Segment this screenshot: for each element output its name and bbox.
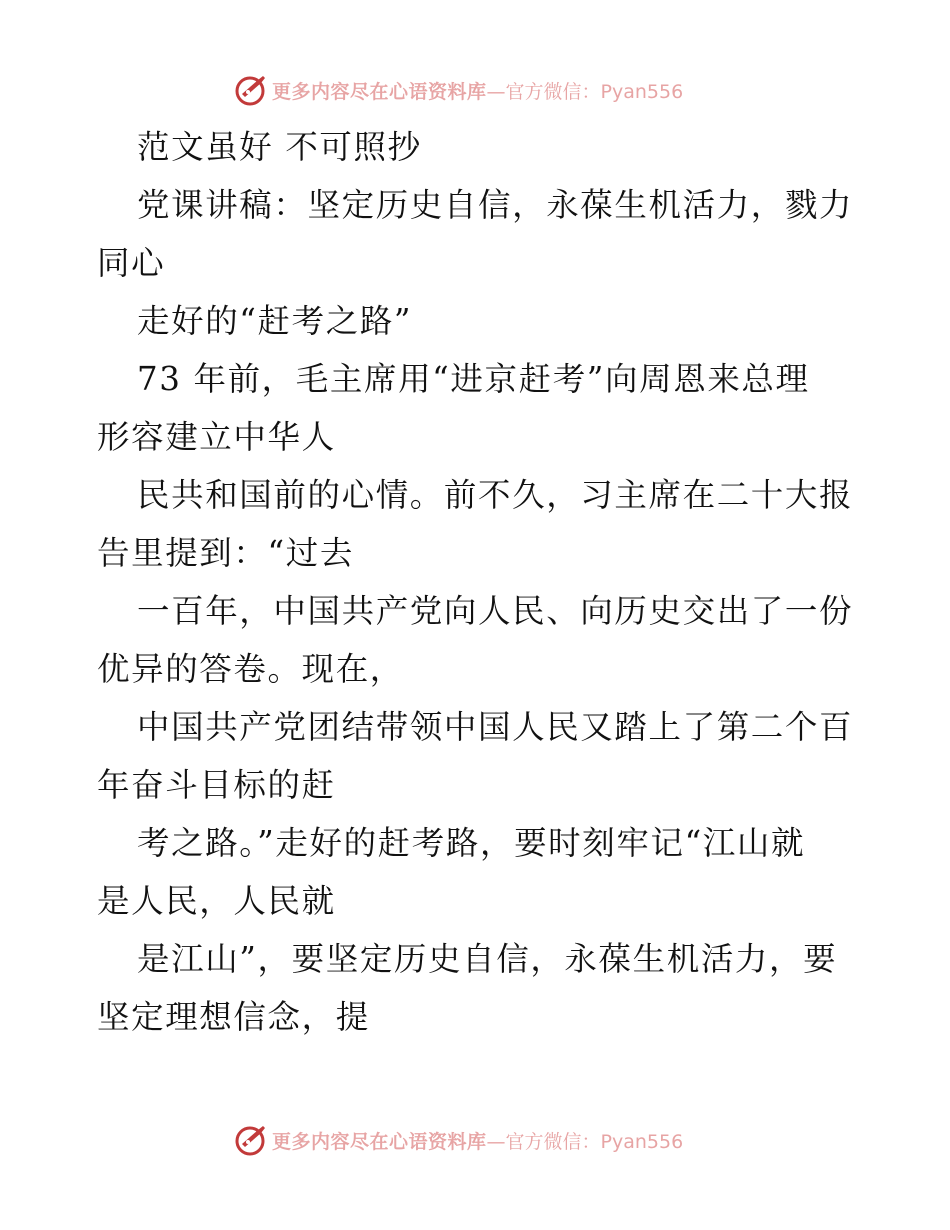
text-line: 一百年，中国共产党向人民、向历史交出了一份 — [137, 592, 854, 630]
banner-contact-text: —官方微信：Pyan556 — [486, 80, 684, 103]
text-line: 范文虽好 不可照抄 — [137, 128, 422, 166]
document-body — [97, 118, 857, 1046]
text-line: 是江山”，要坚定历史自信，永葆生机活力，要 — [137, 940, 838, 978]
text-line: 民共和国前的心情。前不久，习主席在二十大报 — [137, 476, 854, 514]
text-line: 73 年前，毛主席用“进京赶考”向周恩来总理 — [137, 360, 810, 398]
header-banner — [232, 70, 752, 110]
text-line: 中国共产党团结带领中国人民又踏上了第二个百 — [137, 708, 854, 746]
banner-brand-text: 更多内容尽在心语资料库 — [272, 1130, 487, 1153]
text-line: 告里提到：“过去 — [97, 534, 354, 572]
text-line: 走好的“赶考之路” — [137, 302, 413, 340]
text-line: 坚定理想信念，提 — [97, 998, 370, 1036]
pen-nib-seal-icon — [232, 72, 268, 108]
text-line: 是人民，人民就 — [97, 882, 336, 920]
text-line: 优异的答卷。现在， — [97, 650, 404, 688]
text-line: 年奋斗目标的赶 — [97, 766, 336, 804]
banner-contact-text: —官方微信：Pyan556 — [486, 1130, 684, 1153]
footer-banner — [232, 1120, 752, 1160]
pen-nib-seal-icon — [232, 1122, 268, 1158]
text-line: 党课讲稿：坚定历史自信，永葆生机活力，戮力 — [137, 186, 854, 224]
text-line: 同心 — [97, 244, 166, 282]
text-line: 考之路。”走好的赶考路，要时刻牢记“江山就 — [137, 824, 806, 862]
banner-brand-text: 更多内容尽在心语资料库 — [272, 80, 487, 103]
text-line: 形容建立中华人 — [97, 418, 336, 456]
